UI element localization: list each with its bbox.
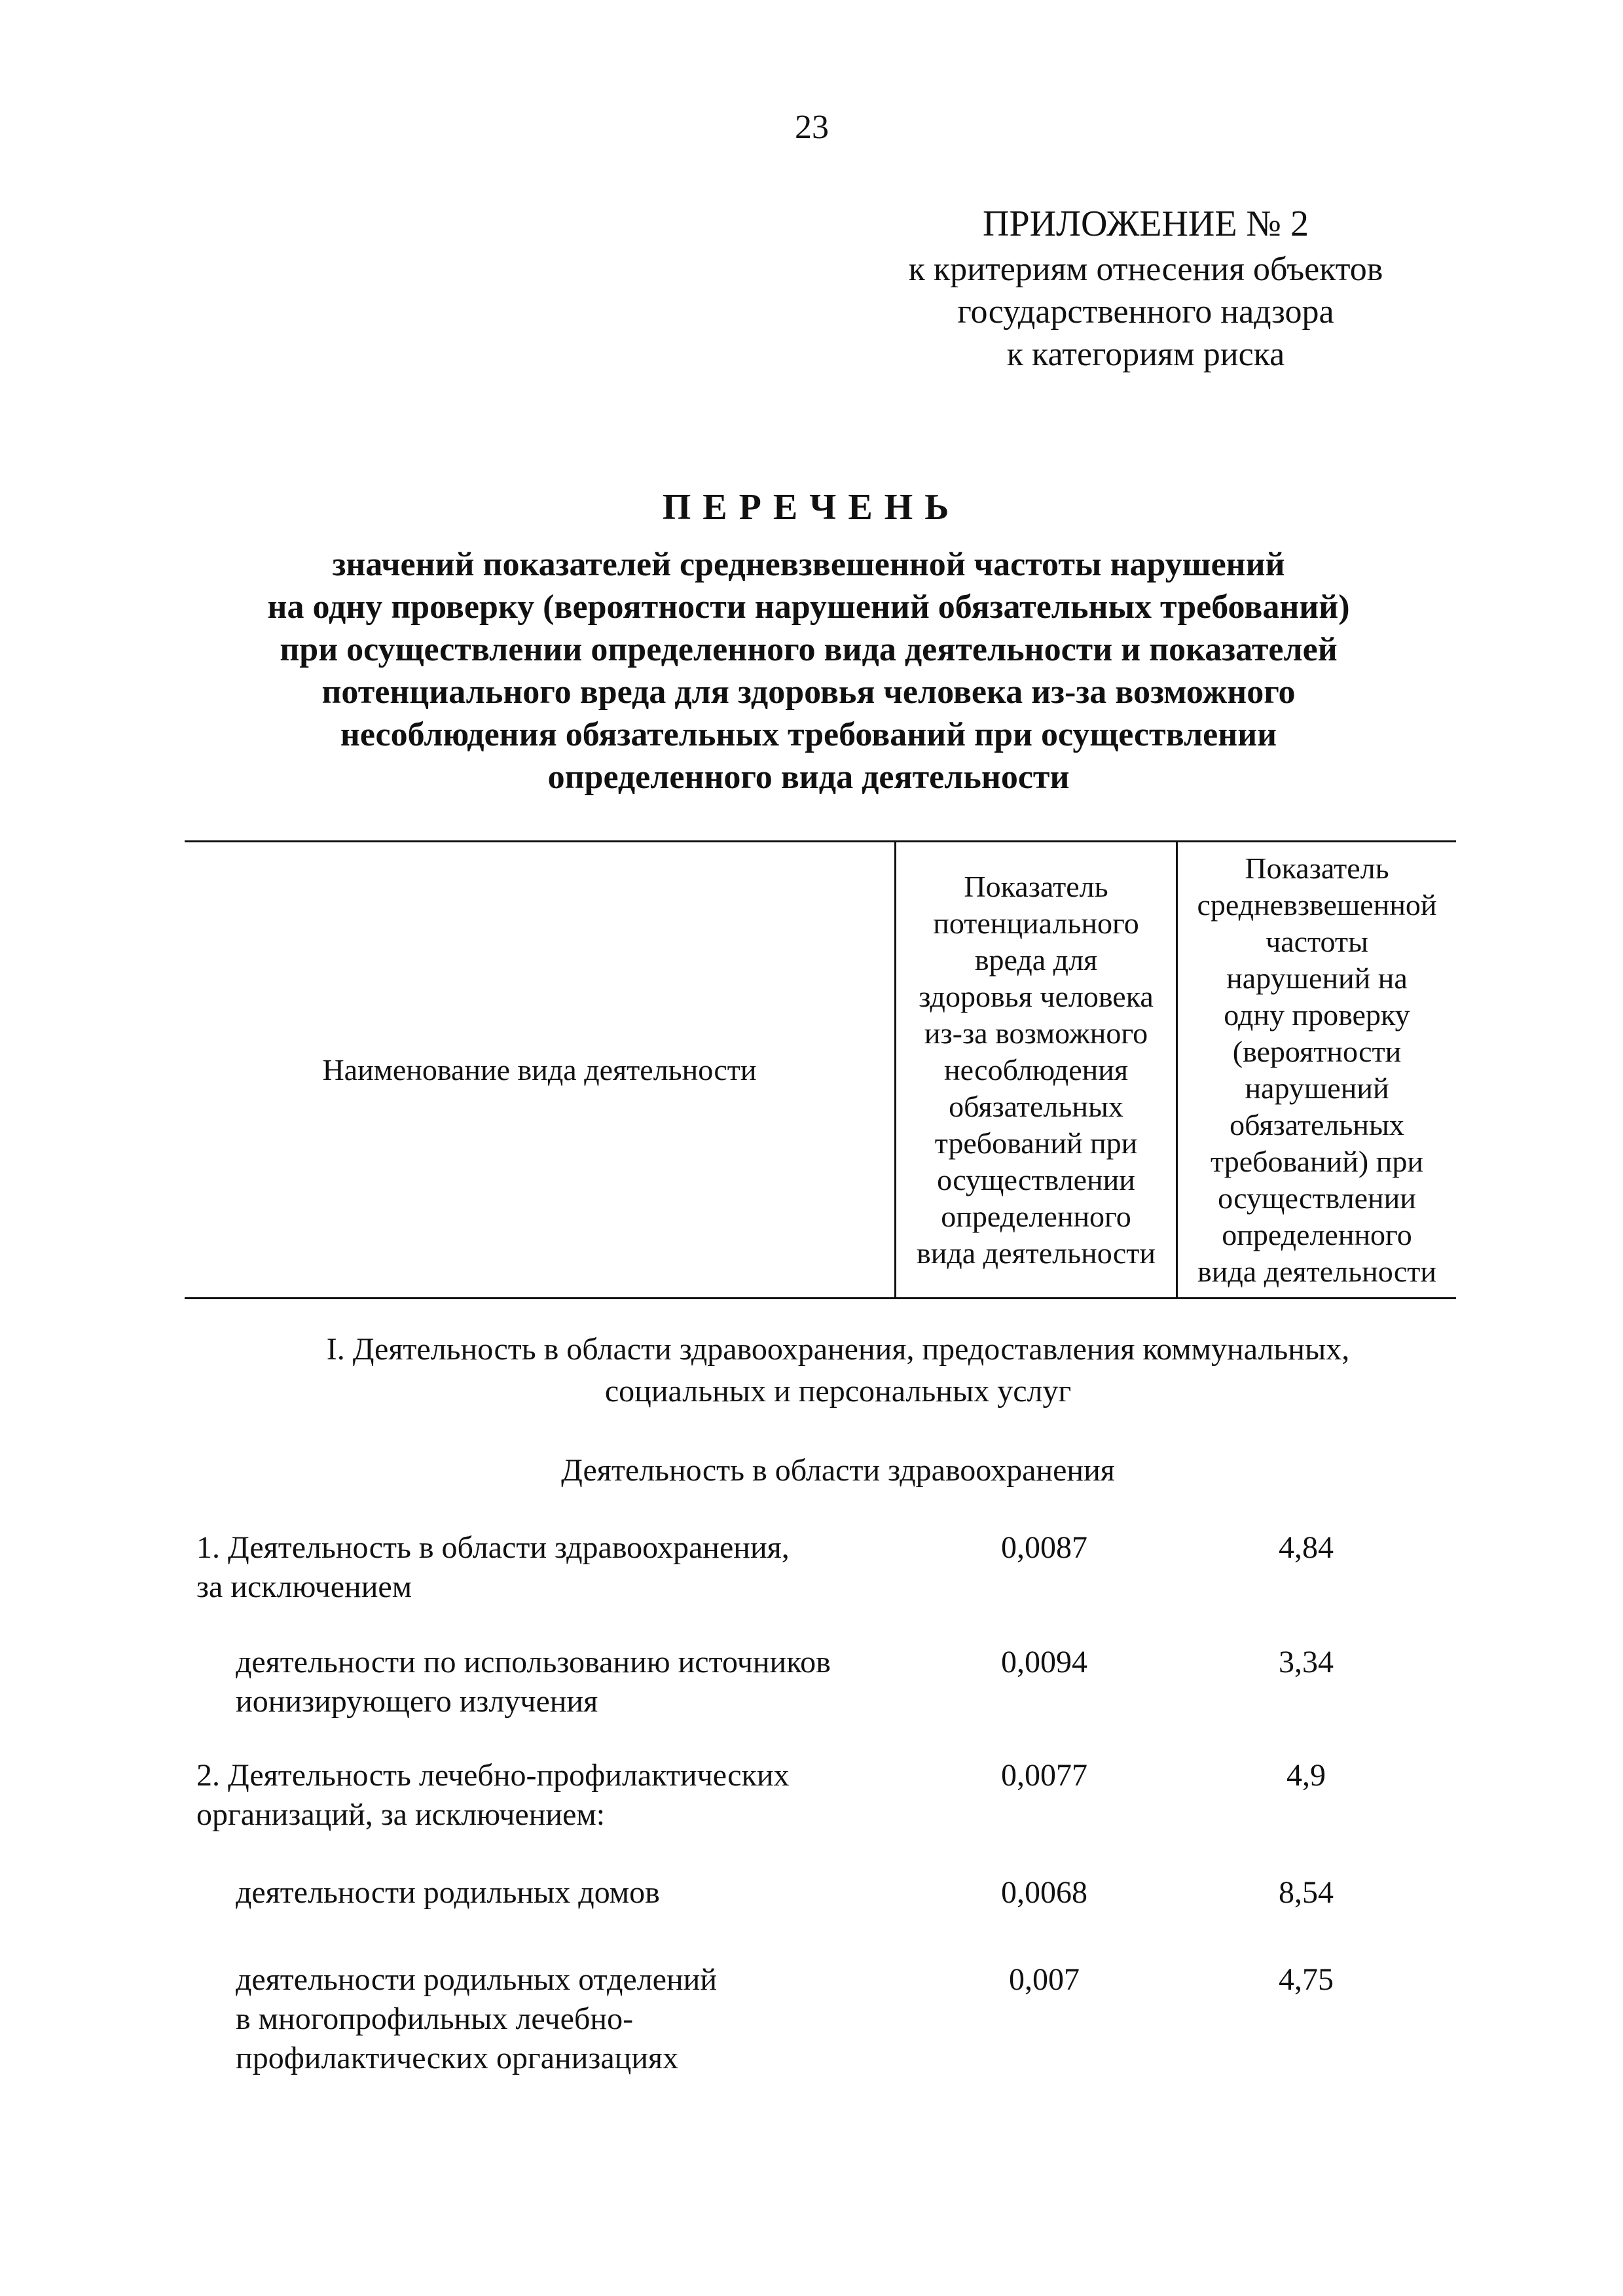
appendix-title: ПРИЛОЖЕНИЕ № 2 (983, 204, 1309, 244)
subheading-line: при осуществлении определенного вида деятельности и показателей (280, 631, 1338, 668)
row-freq-value: 4,9 (1286, 1758, 1326, 1793)
header-freq-line: требований) при (1211, 1144, 1423, 1178)
row-harm-value: 0,0077 (1001, 1758, 1087, 1793)
row-name-line: за исключением (196, 1570, 412, 1604)
row-activity-name (236, 1643, 917, 1721)
section-title (249, 1329, 1427, 1412)
table-header (185, 840, 1456, 1299)
page-number: 23 (795, 109, 829, 146)
row-freq-value: 8,54 (1279, 1875, 1334, 1910)
header-frequency-indicator (1176, 842, 1456, 1297)
row-harm-value: 0,0094 (1001, 1645, 1087, 1679)
header-freq-line: (вероятности (1232, 1034, 1402, 1068)
row-activity-name (196, 1528, 917, 1607)
subheading-line: определенного вида деятельности (547, 759, 1070, 796)
appendix-line: государственного надзора (957, 293, 1334, 331)
header-freq-line: нарушений (1245, 1071, 1389, 1105)
row-name-line: деятельности родильных домов (236, 1875, 660, 1910)
header-activity-name-text: Наименование вида деятельности (322, 1052, 757, 1086)
header-harm-indicator (894, 842, 1176, 1297)
header-harm-line: несоблюдения (943, 1052, 1129, 1086)
subheading-line: потенциального вреда для здоровья человека из-за возможного (321, 673, 1296, 711)
header-harm-line: вида деятельности (917, 1236, 1156, 1270)
header-freq-line: нарушений на (1226, 961, 1408, 995)
row-harm-value: 0,007 (1009, 1962, 1080, 1997)
header-harm-line: Показатель (964, 869, 1108, 903)
section-title-line: социальных и персональных услуг (604, 1374, 1072, 1408)
row-freq-value: 4,75 (1279, 1962, 1334, 1997)
section-title-line: I. Деятельность в области здравоохранения, предоставления коммунальных, (326, 1332, 1350, 1367)
row-name-line: организаций, за исключением: (196, 1797, 606, 1832)
document-subheading (151, 543, 1467, 798)
subheading-line: несоблюдения обязательных требований при осуществлении (340, 716, 1277, 753)
header-activity-name (185, 842, 894, 1297)
row-activity-name (236, 1960, 917, 2078)
appendix-line: к категориям риска (1006, 336, 1285, 373)
header-harm-line: осуществлении (937, 1162, 1135, 1196)
row-name-line: деятельности родильных отделений (236, 1962, 718, 1997)
row-harm-value: 0,0087 (1001, 1530, 1087, 1565)
header-freq-line: одну проверку (1224, 997, 1410, 1031)
header-freq-line: частоты (1266, 924, 1368, 958)
header-harm-line: обязательных (949, 1089, 1123, 1123)
header-harm-line: потенциального (933, 906, 1139, 940)
row-name-line: 2. Деятельность лечебно-профилактических (196, 1758, 790, 1793)
header-harm-line: вреда для (974, 942, 1098, 977)
row-name-line: профилактических организациях (236, 2041, 679, 2075)
header-freq-line: определенного (1222, 1217, 1412, 1251)
row-harm-value: 0,0068 (1001, 1875, 1087, 1910)
row-name-line: ионизирующего излучения (236, 1684, 598, 1719)
header-harm-line: здоровья человека (919, 979, 1154, 1013)
header-harm-line: требований при (934, 1126, 1138, 1160)
header-freq-line: вида деятельности (1197, 1254, 1436, 1288)
row-freq-value: 4,84 (1279, 1530, 1334, 1565)
header-freq-line: Показатель (1245, 851, 1389, 885)
header-harm-line: определенного (941, 1199, 1131, 1233)
row-name-line: деятельности по использованию источников (236, 1645, 831, 1679)
subheading-line: на одну проверку (вероятности нарушений обязательных требований) (267, 588, 1350, 626)
row-name-line: 1. Деятельность в области здравоохранения, (196, 1530, 790, 1565)
header-harm-line: из-за возможного (924, 1016, 1148, 1050)
appendix-line: к критериям отнесения объектов (908, 251, 1383, 288)
row-freq-value: 3,34 (1279, 1645, 1334, 1679)
row-activity-name (196, 1756, 917, 1835)
row-name-line: в многопрофильных лечебно- (236, 2001, 634, 2036)
subheading-line: значений показателей средневзвешенной частоты нарушений (332, 546, 1285, 583)
header-freq-line: средневзвешенной (1197, 888, 1437, 922)
document-heading: ПЕРЕЧЕНЬ (662, 487, 961, 528)
header-freq-line: обязательных (1230, 1107, 1404, 1141)
subsection-title: Деятельность в области здравоохранения (561, 1453, 1115, 1488)
row-activity-name (236, 1873, 917, 1912)
appendix-block (851, 203, 1440, 376)
header-freq-line: осуществлении (1218, 1181, 1416, 1215)
